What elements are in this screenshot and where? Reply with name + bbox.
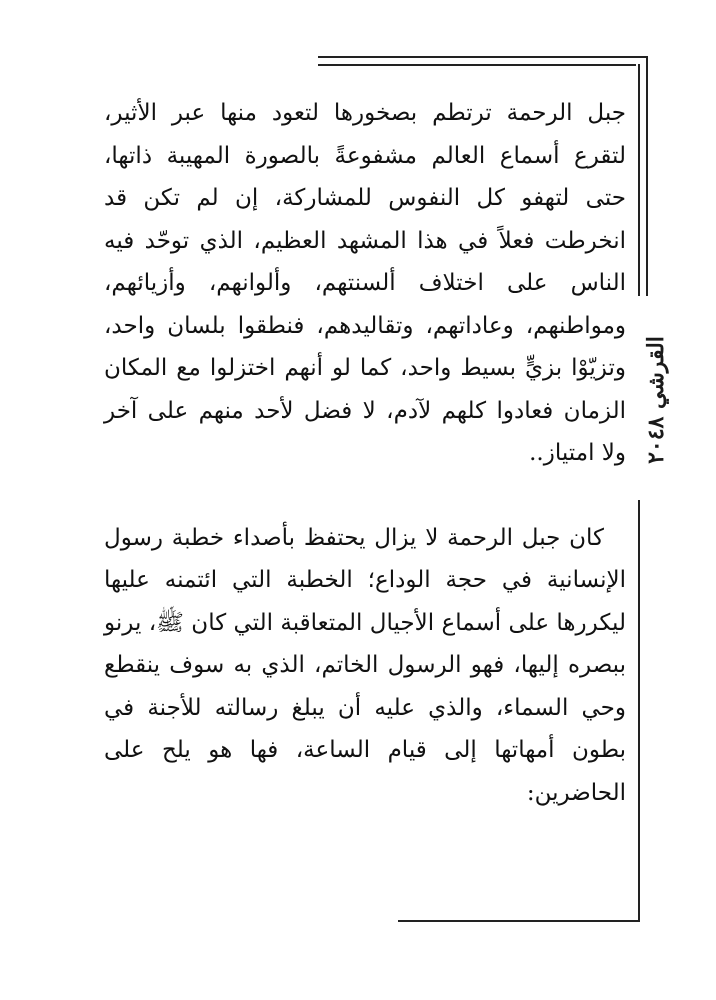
frame-bottom-line (398, 920, 640, 922)
running-head-text: القرشي ٢٠٤٨ (643, 336, 669, 464)
frame-right-line-inner (638, 64, 640, 296)
running-head (626, 300, 686, 500)
paragraph-2: كان جبل الرحمة لا يزال يحتفظ بأصداء خطبة رسول الإنسانية في حجة الوداع؛ الخطبة التي ائتمنه عليها ليكررها على أسماع الأجيال المتعاقبة التي كان ﷺ، يرنو ببصره إليها، فهو الرسول الخاتم، الذي به سوف ينقطع وحي السماء، والذي عليه أن يبلغ رسالته للأجنة في بطون أمهاتها إلى قيام الساعة، فها هو يلح على الحاضرين: (104, 524, 626, 806)
frame-left-lower-line (638, 500, 640, 922)
paragraph-1: جبل الرحمة ترتطم بصخورها لتعود منها عبر الأثير، لتقرع أسماع العالم مشفوعةً بالصورة المهيبة ذاتها، حتى لتهفو كل النفوس للمشاركة، إن لم تكن قد انخرطت فعلاً في هذا المشهد العظيم، الذي توحّد فيه الناس على اختلاف ألسنتهم، وألوانهم، وأزيائهم، ومواطنهم، وعاداتهم، وتقاليدهم، فنطقوا بلسان واحد، وتزيّوْا بزيٍّ بسيط واحد، كما لو أنهم اختزلوا مع المكان الزمان فعادوا كلهم لآدم، لا فضل لأحد منهم على آخر ولا امتياز.. (104, 100, 626, 466)
frame-top-line-inner (318, 64, 636, 66)
frame-right-line-outer (646, 56, 648, 296)
page-body (104, 92, 626, 814)
frame-top-line (318, 56, 648, 58)
